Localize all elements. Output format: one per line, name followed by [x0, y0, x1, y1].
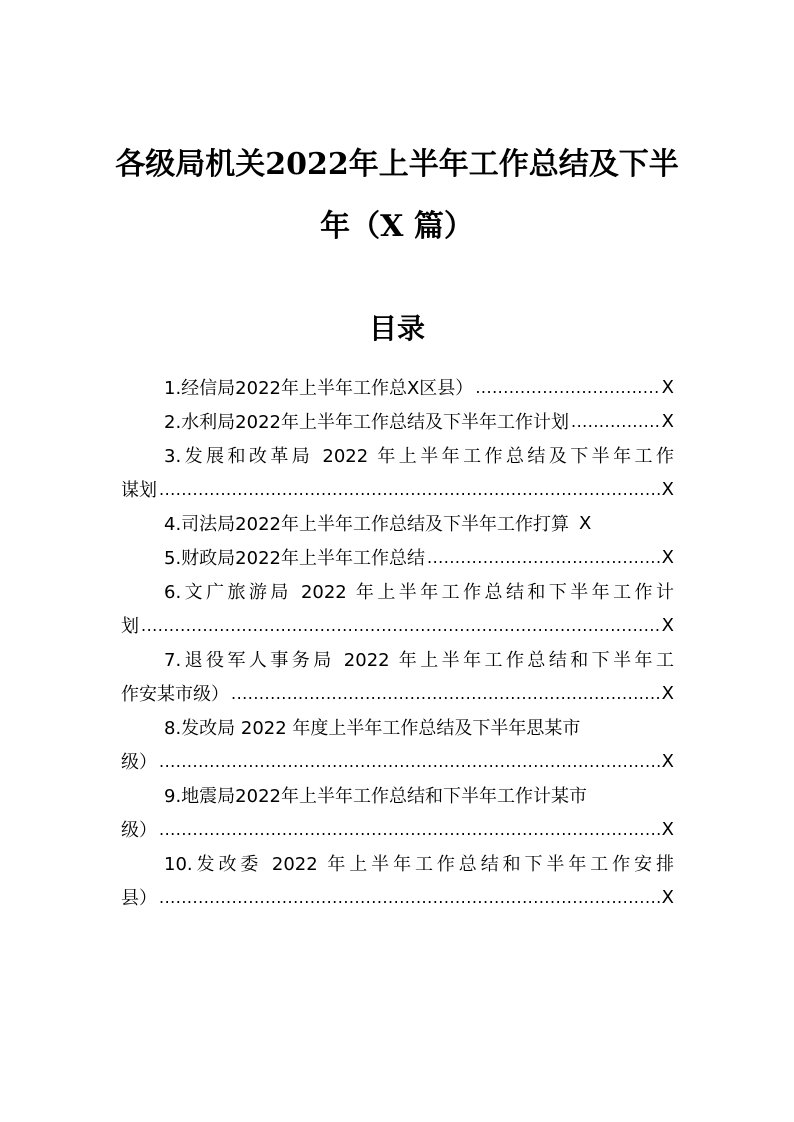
toc-entry-2-page: X [661, 410, 674, 432]
toc-entry-3-title-cont: 谋划 [121, 480, 157, 501]
toc-entry-5[interactable] [121, 540, 674, 574]
toc-entry-3-page: X [661, 478, 674, 500]
toc-entry-10-page: X [661, 886, 674, 908]
toc-entry-2-title: 2.水利局2022年上半年工作总结及下半年工作计划 [164, 412, 569, 433]
toc-leader-dots [427, 548, 660, 567]
toc-leader-dots [231, 684, 660, 703]
toc-entry-10-title-cont: 县） [121, 888, 157, 909]
toc-entry-7-title-cont: 作安某市级） [121, 684, 229, 705]
toc-entry-8-title-cont: 级） [121, 752, 157, 773]
toc-entry-9-title: 9.地震局2022年上半年工作总结和下半年工作计某市 [164, 786, 587, 807]
toc-heading: 目录 [368, 312, 425, 345]
toc-entry-10[interactable] [121, 846, 674, 880]
toc-entry-9-title-cont: 级） [121, 820, 157, 841]
toc-leader-dots [159, 888, 660, 907]
toc-entry-7-page: X [661, 682, 674, 704]
toc-entry-7-title: 7.退役军人事务局 2022 年上半年工作总结和下半年工 [164, 650, 674, 671]
toc-entry-5-page: X [661, 546, 674, 568]
toc-entry-7[interactable] [121, 642, 674, 676]
toc-entry-10-cont[interactable] [121, 880, 674, 914]
toc-entry-4-page: X [578, 512, 592, 534]
toc-entry-6-title: 6.文广旅游局 2022 年上半年工作总结和下半年工作计 [164, 582, 674, 603]
toc-leader-dots [159, 752, 660, 771]
toc-entry-6[interactable] [121, 574, 674, 608]
toc-entry-4-title: 4.司法局2022年上半年工作总结及下半年工作打算 [164, 514, 569, 535]
toc-entry-1-page: X [661, 376, 674, 398]
toc-entry-7-cont[interactable] [121, 676, 674, 710]
toc-entry-9-cont[interactable] [121, 812, 674, 846]
toc-leader-dots [571, 412, 660, 431]
toc-entry-3-cont[interactable] [121, 472, 674, 506]
toc-entry-8-page: X [661, 750, 674, 772]
toc-entry-8[interactable] [121, 710, 674, 744]
toc-entry-5-title: 5.财政局2022年上半年工作总结 [164, 548, 425, 569]
toc-entry-3-title: 3.发展和改革局 2022 年上半年工作总结及下半年工作 [164, 446, 674, 467]
toc-leader-dots [141, 616, 660, 635]
toc-entry-8-cont[interactable] [121, 744, 674, 778]
toc-entry-3[interactable] [121, 438, 674, 472]
document-title-line2: 年（X 篇） [320, 209, 474, 244]
toc-entry-1-title: 1.经信局2022年上半年工作总X区县） [164, 378, 474, 399]
toc-leader-dots [159, 820, 660, 839]
toc-entry-9-page: X [661, 818, 674, 840]
toc-entry-6-page: X [661, 614, 674, 636]
document-title-line1: 各级局机关2022年上半年工作总结及下半 [115, 147, 679, 182]
toc-leader-dots [475, 378, 659, 397]
toc-leader-dots [159, 480, 660, 499]
toc-entry-10-title: 10.发改委 2022 年上半年工作总结和下半年工作安排 [164, 854, 674, 875]
toc-entry-8-title: 8.发改局 2022 年度上半年工作总结及下半年思某市 [164, 718, 581, 739]
toc-entry-1[interactable] [121, 370, 674, 404]
toc-entry-4[interactable] [121, 506, 674, 540]
toc-entry-6-title-cont: 划 [121, 616, 139, 637]
toc-entry-9[interactable] [121, 778, 674, 812]
toc-entry-6-cont[interactable] [121, 608, 674, 642]
toc-entry-2[interactable] [121, 404, 674, 438]
